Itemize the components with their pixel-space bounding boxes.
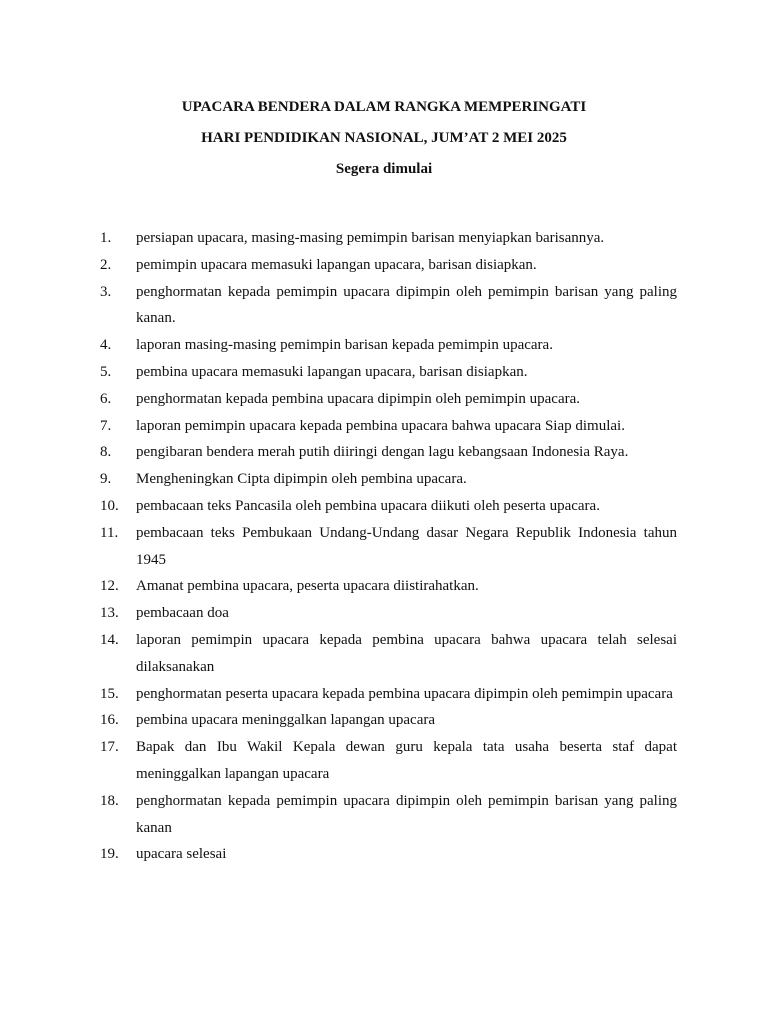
list-item: [100, 734, 677, 788]
title-line-1: UPACARA BENDERA DALAM RANGKA MEMPERINGATI: [181, 99, 587, 115]
list-item: [100, 466, 677, 493]
item-number: 11.: [100, 524, 119, 541]
list-item: [100, 841, 677, 868]
item-text: Bapak dan Ibu Wakil Kepala dewan guru kepala tata usaha beserta staf dapat meninggalkan lapangan upacara: [136, 739, 677, 782]
list-item: [100, 707, 677, 734]
item-number: 8.: [100, 444, 112, 461]
list-item: [100, 252, 677, 279]
item-number: 14.: [100, 631, 119, 648]
list-item: [100, 359, 677, 386]
item-text: laporan masing-masing pemimpin barisan kepada pemimpin upacara.: [136, 337, 553, 354]
item-number: 9.: [100, 471, 112, 488]
list-item: [100, 386, 677, 413]
item-text: pembacaan doa: [136, 605, 229, 622]
item-text: pengibaran bendera merah putih diiringi dengan lagu kebangsaan Indonesia Raya.: [136, 444, 629, 461]
list-item: [100, 439, 677, 466]
list-item: [100, 279, 677, 333]
item-text: upacara selesai: [136, 846, 227, 863]
item-number: 16.: [100, 712, 119, 729]
item-text: persiapan upacara, masing-masing pemimpin barisan menyiapkan barisannya.: [136, 230, 605, 246]
item-number: 7.: [100, 417, 112, 434]
item-number: 6.: [100, 390, 112, 407]
item-text: pembacaan teks Pembukaan Undang-Undang dasar Negara Republik Indonesia tahun 1945: [136, 524, 677, 568]
list-item: [100, 627, 677, 681]
item-text: penghormatan kepada pemimpin upacara dipimpin oleh pemimpin barisan yang paling kanan.: [136, 283, 677, 327]
item-text: penghormatan kepada pembina upacara dipimpin oleh pemimpin upacara.: [136, 390, 581, 407]
list-item: [100, 681, 677, 708]
list-item: [100, 600, 677, 627]
item-text: pemimpin upacara memasuki lapangan upacara, barisan disiapkan.: [136, 256, 537, 273]
list-item: [100, 788, 677, 842]
item-number: 2.: [100, 256, 112, 273]
list-item: [100, 520, 677, 574]
list-item: [100, 332, 677, 359]
item-text: pembina upacara memasuki lapangan upacara, barisan disiapkan.: [136, 363, 528, 380]
item-number: 18.: [100, 792, 119, 809]
item-number: 13.: [100, 605, 119, 622]
item-number: 10.: [100, 497, 119, 514]
item-number: 19.: [100, 846, 119, 863]
item-text: pembina upacara meninggalkan lapangan upacara: [136, 712, 436, 729]
subtitle: Segera dimulai: [335, 161, 433, 177]
item-text: Amanat pembina upacara, peserta upacara diistirahatkan.: [136, 578, 479, 595]
list-item: [100, 225, 677, 252]
item-number: 5.: [100, 363, 112, 380]
item-number: 12.: [100, 578, 119, 595]
list-item: [100, 493, 677, 520]
list-item: [100, 413, 677, 440]
document-heading: [0, 92, 768, 185]
item-text: Mengheningkan Cipta dipimpin oleh pembina upacara.: [136, 471, 467, 488]
item-text: penghormatan kepada pemimpin upacara dipimpin oleh pemimpin barisan yang paling kanan: [136, 792, 677, 836]
item-text: laporan pemimpin upacara kepada pembina upacara bahwa upacara Siap dimulai.: [136, 417, 625, 434]
item-number: 17.: [100, 739, 119, 756]
item-number: 15.: [100, 685, 119, 702]
list-item: [100, 573, 677, 600]
item-number: 4.: [100, 337, 112, 354]
item-text: pembacaan teks Pancasila oleh pembina upacara diikuti oleh peserta upacara.: [136, 497, 600, 514]
item-text: penghormatan peserta upacara kepada pembina upacara dipimpin oleh pemimpin upacara: [136, 685, 673, 702]
item-text: laporan pemimpin upacara kepada pembina upacara bahwa upacara telah selesai dilaksanakan: [136, 631, 677, 675]
title-line-2: HARI PENDIDIKAN NASIONAL, JUM’AT 2 MEI 2025: [201, 130, 567, 146]
item-number: 3.: [100, 283, 112, 300]
ceremony-order-list: [100, 225, 677, 868]
item-number: 1.: [100, 230, 112, 246]
